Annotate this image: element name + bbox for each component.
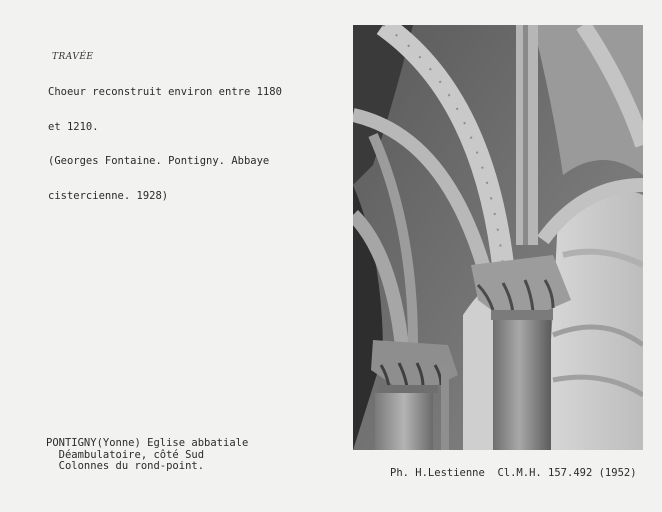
caption-bottom-line: Colonnes du rond-point. (46, 460, 205, 472)
caption-top (48, 64, 282, 225)
handwritten-note: TRAVÉE (52, 52, 94, 62)
vault-photo-illustration (353, 25, 643, 450)
caption-top-line: et 1210. (48, 120, 99, 133)
caption-top-line: (Georges Fontaine. Pontigny. Abbaye (48, 155, 270, 167)
caption-top-line: cistercienne. 1928) (48, 189, 169, 202)
caption-bottom (46, 438, 248, 473)
caption-bottom-line: PONTIGNY(Yonne) Eglise abbatiale (46, 437, 249, 449)
photo-credit: Ph. H.Lestienne Cl.M.H. 157.492 (1952) (390, 467, 637, 479)
caption-bottom-line: Déambulatoire, côté Sud (46, 448, 205, 461)
caption-top-line: Choeur reconstruit environ entre 1180 (48, 86, 282, 98)
architectural-photograph (353, 25, 643, 450)
